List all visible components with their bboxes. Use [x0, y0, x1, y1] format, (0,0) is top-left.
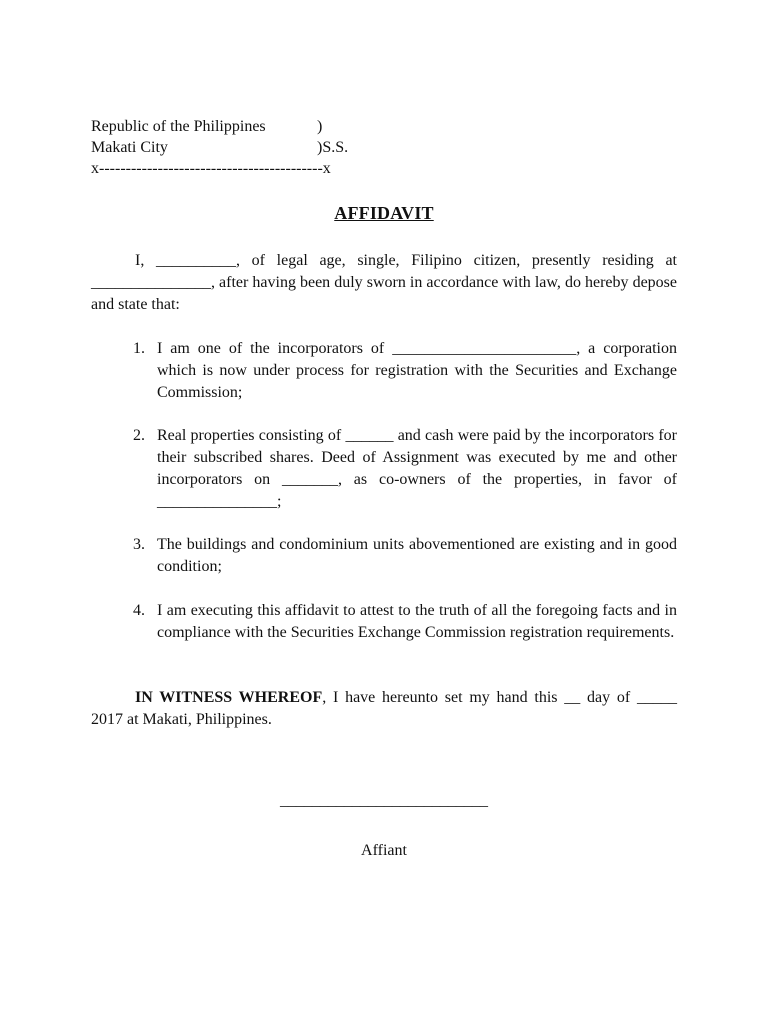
caption-line-city: [91, 137, 349, 158]
caption-ss: )S.S.: [317, 139, 349, 156]
caption-city: Makati City: [91, 139, 168, 156]
item-number: 2.: [133, 427, 145, 444]
witness-text: , I have hereunto set my hand this __ day of _____ 2017 at Makati, Philippines.: [91, 689, 678, 728]
witness-heading: IN WITNESS WHEREOF: [135, 689, 323, 706]
item-number: 1.: [133, 340, 145, 357]
document-title: AFFIDAVIT: [334, 203, 434, 223]
venue-caption: [91, 116, 349, 179]
caption-line-republic: [91, 116, 331, 137]
caption-separator: x------------------------------------------x: [91, 160, 331, 177]
caption-paren: ): [317, 118, 323, 135]
list-item: [91, 425, 677, 513]
item-number: 3.: [133, 536, 145, 553]
item-text: I am executing this affidavit to attest to the truth of all the foregoing facts and in compliance with the Securities Exchange Commission registration requirements.: [157, 602, 677, 641]
list-item: [91, 600, 677, 644]
item-text: I am one of the incorporators of _______________________, a corporation which is now under process for registration with the Securities and Exchange Commission;: [157, 340, 677, 401]
list-item: [91, 534, 677, 578]
signature-line: __________________________: [280, 792, 488, 809]
intro-paragraph: I, __________, of legal age, single, Filipino citizen, presently residing at _______________, after having been duly sworn in accordance with law, do hereby depose and state that:: [91, 252, 677, 313]
affiant-label: Affiant: [361, 842, 407, 859]
caption-line-separator: [91, 158, 331, 179]
item-text: Real properties consisting of ______ and cash were paid by the incorporators for their subscribed shares. Deed of Assignment was executed by me and other incorporators on _______, as co-owners of the properties, in favor of _______________;: [157, 427, 677, 510]
item-number: 4.: [133, 602, 145, 619]
list-item: [91, 338, 677, 404]
item-text: The buildings and condominium units abovementioned are existing and in good condition;: [157, 536, 677, 575]
witness-paragraph: [91, 687, 677, 731]
caption-republic: Republic of the Philippines: [91, 118, 266, 135]
